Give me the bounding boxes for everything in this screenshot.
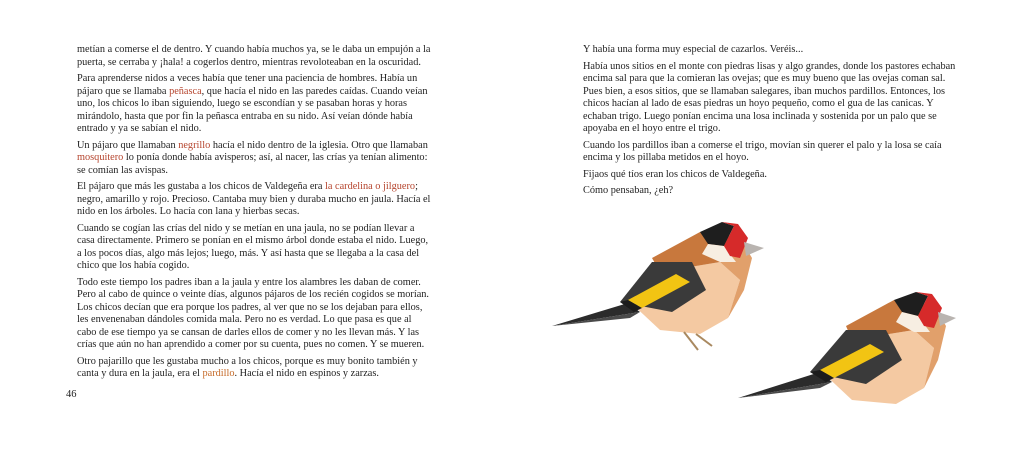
bird-1-beak [744, 242, 764, 256]
paragraph-text: Y había una forma muy especial de cazarlos. Veréis... [583, 44, 804, 55]
paragraph-text: ; negro, amarillo y rojo. Precioso. Cantaba muy bien y duraba mucho en jaula. Hacía el nido en los árboles. Lo hacía con lana y hierbas secas. [77, 181, 431, 217]
goldfinch-bird-2 [738, 292, 956, 404]
bird-name-highlight: peñasca [169, 85, 202, 97]
bird-name-highlight: mosquitero [77, 152, 124, 163]
paragraph-text: hacía el nido dentro de la iglesia. Otro que llamaban [210, 139, 428, 151]
paragraph-text: Un pájaro que llamaban [77, 139, 179, 151]
paragraph-text: Fijaos qué tíos eran los chicos de Valdegeña. [583, 168, 767, 180]
paragraph-text: El pájaro que más les gustaba a los chicos de Valdegeña era [77, 181, 325, 192]
bird-2-beak [938, 312, 956, 326]
paragraph-text: Otro pajarillo que les gustaba mucho a los chicos, porque es muy bonito también y canta y dura en la jaula, era el [77, 355, 418, 379]
paragraph-text: Para aprenderse nidos a veces había que tener una paciencia de hombres. Había un pájaro que se llamaba [77, 73, 418, 97]
bird-name-highlight: negrillo [178, 139, 211, 151]
page-number: 46 [66, 389, 77, 400]
paragraph-text: Había unos sitios en el monte con piedras lisas y algo grandes, donde los pastores echaban encima sal para que la comieran las ovejas; que es muy bueno que las ovejas coman sal. Pues bien, a esos sitios, que se llamaban salegares, iban muchos pardillos. Entonces, los chicos hacían al lado de esas piedras un hoyo pequeño, como el gua de las canicas. Y echaban trigo. Luego ponían encima una losa inclinada y sostenida por un palo que se apoyaba en el hoyo entre el trigo. [583, 60, 956, 134]
paragraph-text: Cuando los pardillos iban a comerse el trigo, movían sin querer el palo y la losa se caía encima y los pillaba metidos en el hoyo. [583, 139, 942, 163]
paragraph-text: metían a comerse el de dentro. Y cuando había muchos ya, se le daba un empujón a la puerta, se cerraba y ¡hala! a cogerlos dentro, mientras revoloteaban en la oscuridad. [77, 44, 431, 68]
paragraph-text: , que hacía el nido en las paredes caídas. Cuando veían uno, los chicos lo iban siguiendo, luego se escondían y se pasaban horas y horas mirándolo, hasta que por fin la peñasca entraba en su nido. Así veían dónde había entrado y ya se sabían el nido. [77, 85, 428, 134]
paragraph-text: Todo este tiempo los padres iban a la jaula y entre los alambres les daban de comer. Pero al cabo de quince o veinte días, algunos pájaros de los recién cogidos se morían. Los chicos decían que era porque los padres, al ver que no se los dejaban para ellos, les envenenaban dándoles comida mala. Pero no es verdad. Lo que pasa es que al cabo de ese tiempo ya se cansan de darles ellos de comer y no les llevan más. Y las crías que aún no han aprendido a comer por su cuenta, pues no comen. Y se mueren. [77, 276, 429, 350]
bird-name-highlight: pardillo [202, 368, 235, 379]
goldfinch-bird-1 [552, 222, 764, 350]
paragraph-text: . Hacía el nido en espinos y zarzas. [234, 368, 379, 379]
bird-1-leg-b [696, 334, 712, 346]
bird-name-highlight: la cardelina o jilguero [325, 181, 416, 192]
paragraph-text: Cuando se cogían las crías del nido y se metían en una jaula, no se podían llevar a casa directamente. Primero se ponían en el mismo árbol donde estaba el nido. Luego, a los pocos días, algo más lejos; luego, más. Y así hasta que se llegaba a la casa del chico que los había cogido. [77, 222, 429, 271]
paragraph-text: lo ponía donde había avisperos; así, al nacer, las crías ya tenían alimento: se comían las avispas. [77, 152, 428, 176]
paragraph-text: Cómo pensaban, ¿eh? [583, 185, 674, 196]
